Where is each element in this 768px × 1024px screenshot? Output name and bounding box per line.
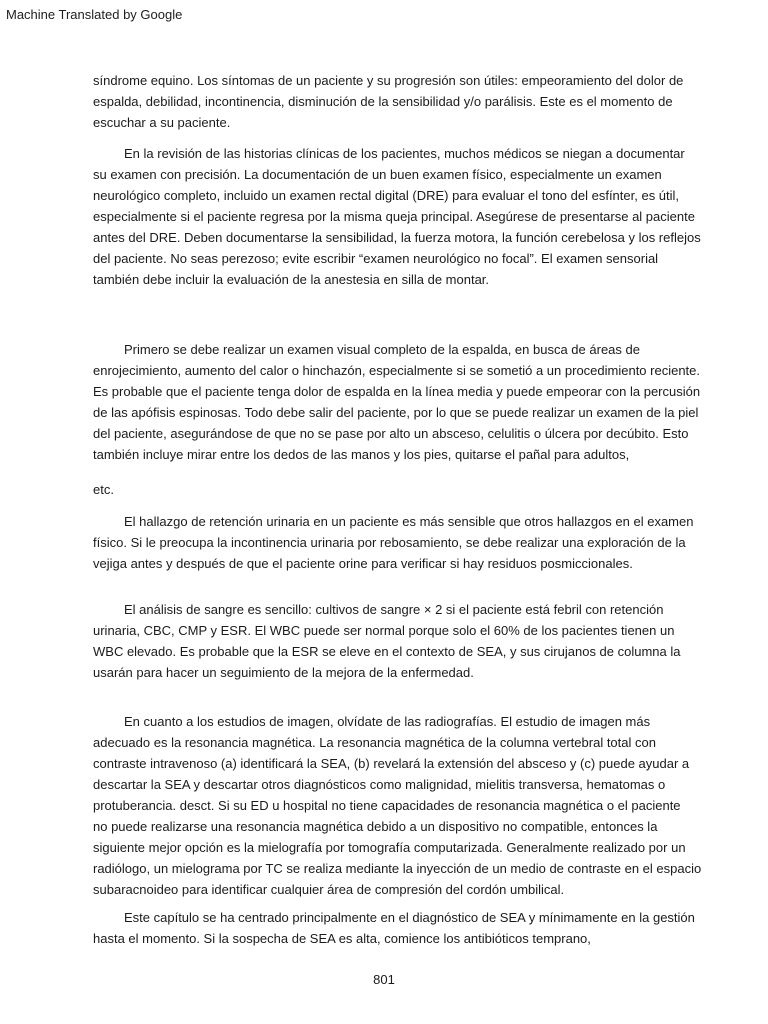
text-line: espalda, debilidad, incontinencia, disminución de la sensibilidad y/o parálisis. Este es el momento de bbox=[93, 94, 673, 109]
page-number: 801 bbox=[373, 972, 395, 987]
text-line: urinaria, CBC, CMP y ESR. El WBC puede ser normal porque solo el 60% de los pacientes tienen un bbox=[93, 623, 675, 638]
text-line: hasta el momento. Si la sospecha de SEA es alta, comience los antibióticos temprano, bbox=[93, 931, 591, 946]
paragraph bbox=[93, 339, 699, 465]
paragraph bbox=[93, 70, 699, 133]
text-line: Este capítulo se ha centrado principalmente en el diagnóstico de SEA y mínimamente en la gestión bbox=[124, 910, 695, 925]
machine-translation-banner: Machine Translated by Google bbox=[6, 7, 183, 22]
text-line: En la revisión de las historias clínicas de los pacientes, muchos médicos se niegan a documentar bbox=[124, 146, 685, 161]
text-line: especialmente si el paciente regresa por la misma queja principal. Asegúrese de presentarse al paciente bbox=[93, 209, 695, 224]
text-line: también incluye mirar entre los dedos de las manos y los pies, quitarse el pañal para adultos, bbox=[93, 447, 630, 462]
paragraph bbox=[93, 599, 699, 683]
text-line: escuchar a su paciente. bbox=[93, 115, 231, 130]
text-line: radiólogo, un mielograma por TC se realiza mediante la inyección de un medio de contraste en el espacio bbox=[93, 861, 702, 876]
text-line: siguiente mejor opción es la mielografía por tomografía computarizada. Generalmente realizado por un bbox=[93, 840, 686, 855]
text-line: del paciente. No seas perezoso; evite escribir “examen neurológico no focal”. El examen sensorial bbox=[93, 251, 659, 266]
text-line: etc. bbox=[93, 482, 114, 497]
text-line: su examen con precisión. La documentación de un buen examen físico, especialmente un examen bbox=[93, 167, 662, 182]
paragraph bbox=[93, 711, 702, 900]
text-line: síndrome equino. Los síntomas de un paciente y su progresión son útiles: empeoramiento del dolor de bbox=[93, 73, 684, 88]
text-line: enrojecimiento, aumento del calor o hinchazón, especialmente si se sometió a un procedimiento reciente. bbox=[93, 363, 701, 378]
text-line: subaracnoideo para identificar cualquier área de compresión del cordón umbilical. bbox=[93, 882, 565, 897]
text-line: del paciente, asegurándose de que no se pase por alto un absceso, celulitis o úlcera por decúbito. Esto bbox=[93, 426, 689, 441]
text-line: no puede realizarse una resonancia magnética debido a un dispositivo no compatible, entonces la bbox=[93, 819, 658, 834]
document-body bbox=[93, 70, 702, 949]
text-line: WBC elevado. Es probable que la ESR se eleve en el contexto de SEA, y sus cirujanos de columna la bbox=[93, 644, 681, 659]
text-line: descartar la SEA y descartar otros diagnósticos como malignidad, mielitis transversa, hematomas o bbox=[93, 777, 666, 792]
text-line: vejiga antes y después de que el paciente orine para verificar si hay residuos posmiccionales. bbox=[93, 556, 633, 571]
text-line: Es probable que el paciente tenga dolor de espalda en la línea media y puede empeorar con la percusión bbox=[93, 384, 701, 399]
text-line: de las apófisis espinosas. Todo debe salir del paciente, por lo que se puede realizar un examen de la piel bbox=[93, 405, 699, 420]
text-line: El análisis de sangre es sencillo: cultivos de sangre × 2 si el paciente está febril con retención bbox=[124, 602, 664, 617]
text-line: físico. Si le preocupa la incontinencia urinaria por rebosamiento, se debe realizar una exploración de la bbox=[93, 535, 686, 550]
text-line: usarán para hacer un seguimiento de la mejora de la enfermedad. bbox=[93, 665, 474, 680]
text-line: En cuanto a los estudios de imagen, olvídate de las radiografías. El estudio de imagen más bbox=[124, 714, 651, 729]
text-line: protuberancia. desct. Si su ED u hospital no tiene capacidades de resonancia magnética o el paciente bbox=[93, 798, 681, 813]
text-line: también debe incluir la evaluación de la anestesia en silla de montar. bbox=[93, 272, 490, 287]
paragraph bbox=[93, 907, 699, 949]
paragraph bbox=[93, 511, 699, 574]
text-line: neurológico completo, incluido un examen rectal digital (DRE) para evaluar el tono del esfínter, es útil, bbox=[93, 188, 680, 203]
text-line: contraste intravenoso (a) identificará la SEA, (b) revelará la extensión del absceso y (c) puede ayudar a bbox=[93, 756, 690, 771]
paragraph bbox=[93, 479, 699, 500]
text-line: adecuado es la resonancia magnética. La resonancia magnética de la columna vertebral total con bbox=[93, 735, 656, 750]
text-line: El hallazgo de retención urinaria en un paciente es más sensible que otros hallazgos en el examen bbox=[124, 514, 694, 529]
text-line: Primero se debe realizar un examen visual completo de la espalda, en busca de áreas de bbox=[124, 342, 640, 357]
text-line: antes del DRE. Deben documentarse la sensibilidad, la fuerza motora, la función cerebelosa y los reflejos bbox=[93, 230, 701, 245]
paragraph bbox=[93, 143, 699, 290]
